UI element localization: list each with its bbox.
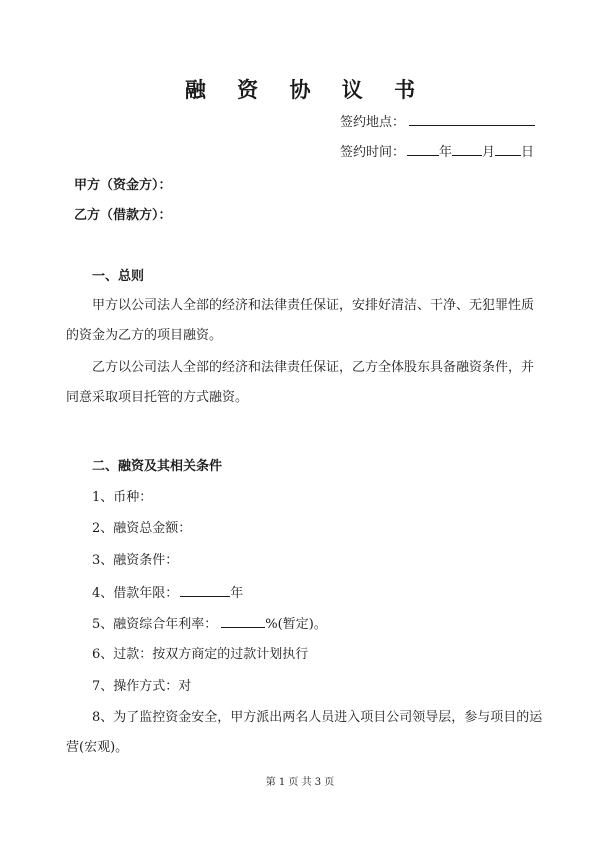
sign-month-blank: [452, 142, 482, 156]
sign-month-label: 月: [482, 145, 496, 160]
sign-day-label: 日: [521, 145, 535, 160]
sign-place-blank: [409, 112, 535, 126]
section1-paragraph-1: 甲方以公司法人全部的经济和法律责任保证，安排好清洁、干净、无犯罪性质的资金为乙方的项目融资。: [66, 298, 535, 343]
sign-place-label: 签约地点：: [340, 115, 406, 130]
sign-year-label: 年: [439, 145, 453, 160]
loan-term-blank: [180, 583, 230, 597]
interest-rate-unit: %(暂定)。: [265, 617, 327, 632]
sign-time-line: [340, 142, 534, 162]
condition-item-supervision: 8、为了监控资金安全，甲方派出两名人员进入项目公司领导层，参与项目的运营(宏观)。: [66, 710, 543, 755]
loan-term-label: 4、借款年限：: [92, 586, 179, 601]
condition-item-interest-rate: [92, 614, 327, 634]
sign-day-blank: [495, 142, 521, 156]
sign-place-line: [340, 112, 535, 132]
document-title: 融 资 协 议 书: [184, 77, 428, 102]
condition-item-conditions: 3、融资条件：: [92, 553, 179, 568]
party-a-label: 甲方（资金方）：: [74, 178, 172, 193]
loan-term-unit: 年: [230, 586, 244, 601]
sign-year-blank: [407, 142, 439, 156]
condition-item-currency: 1、币种：: [92, 490, 153, 505]
interest-rate-label: 5、融资综合年利率：: [92, 617, 218, 632]
party-b-label: 乙方（借款方）：: [74, 208, 172, 223]
section1-paragraph-2: 乙方以公司法人全部的经济和法律责任保证，乙方全体股东具备融资条件，并同意采取项目托管的方式融资。: [66, 360, 535, 405]
condition-item-total-amount: 2、融资总金额：: [92, 521, 192, 536]
section2-heading: 二、融资及其相关条件: [92, 459, 223, 474]
sign-time-label: 签约时间：: [340, 145, 406, 160]
condition-item-operation: 7、操作方式：对: [92, 679, 192, 694]
condition-item-loan-term: [92, 583, 243, 603]
interest-rate-blank: [221, 614, 265, 628]
section1-heading: 一、总则: [92, 269, 145, 284]
page-footer: 第 1 页 共 3 页: [265, 777, 335, 788]
condition-item-disbursement: 6、过款：按双方商定的过款计划执行: [92, 647, 309, 662]
